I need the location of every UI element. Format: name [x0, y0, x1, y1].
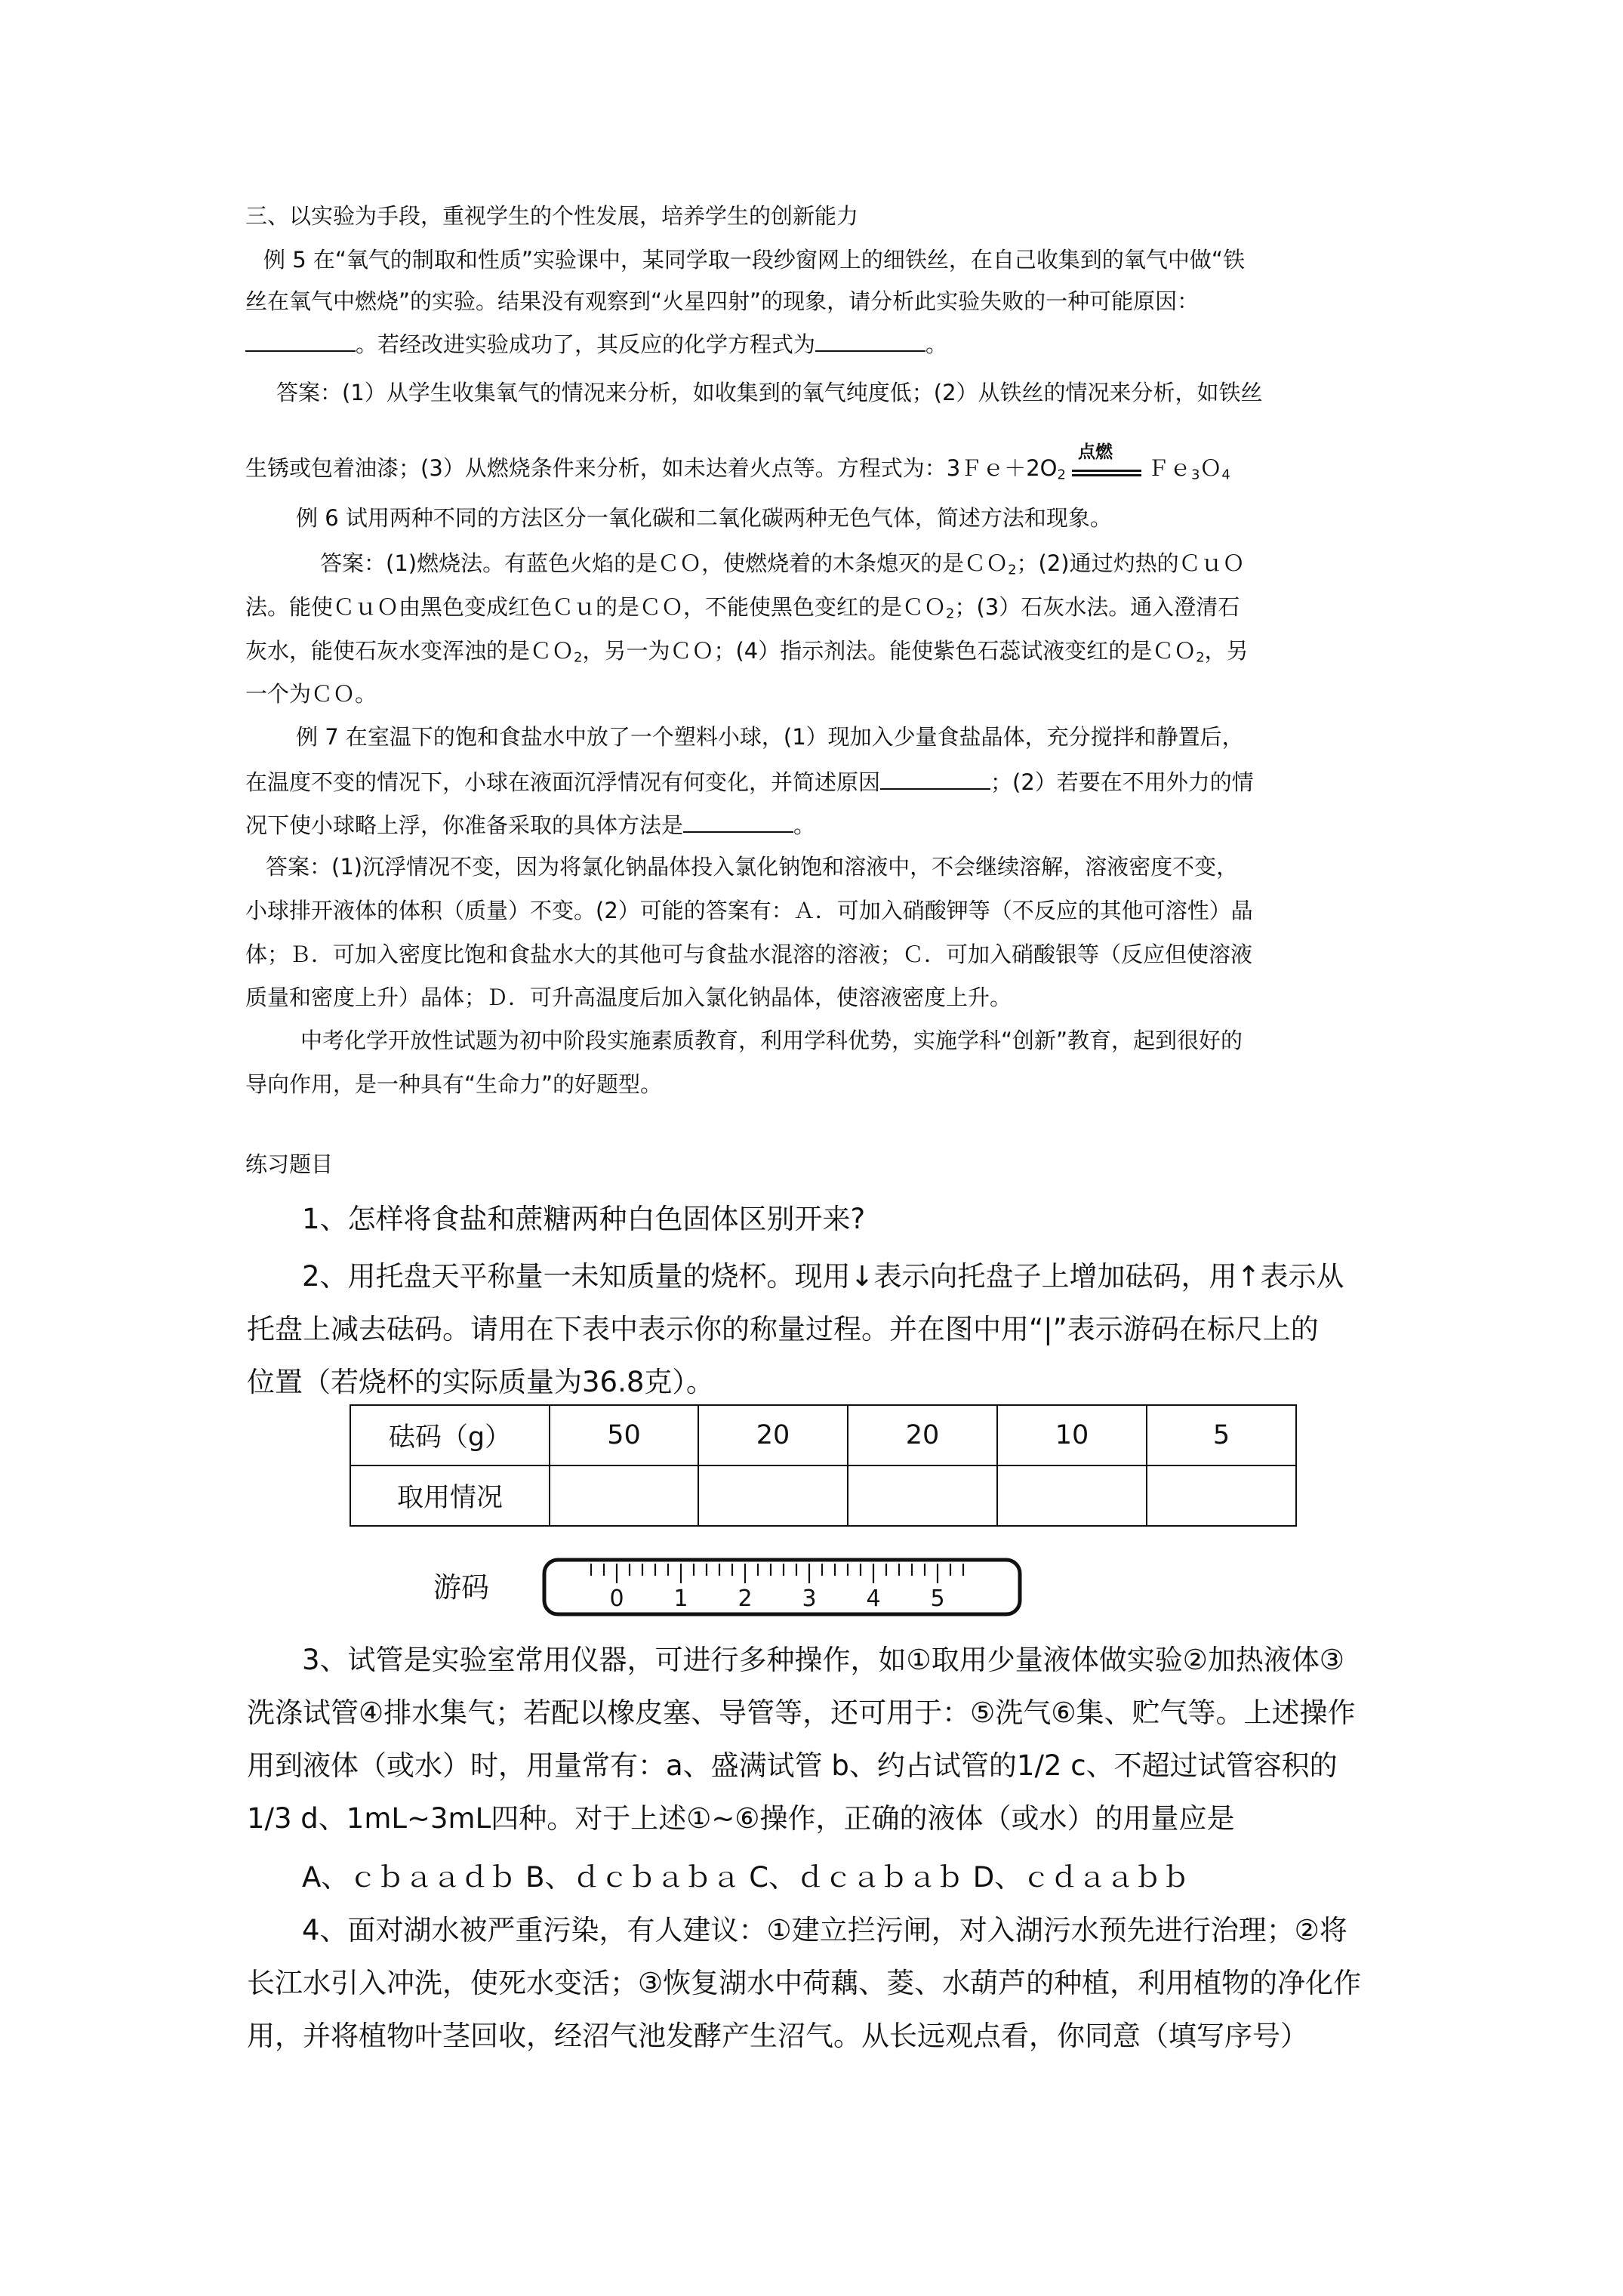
ruler-tick-label: 4	[866, 1586, 881, 1612]
table-cell: 50	[550, 1405, 698, 1465]
rider-ruler[interactable]	[542, 1558, 1022, 1616]
example6-answer-line4: 一个为ＣＯ。	[245, 681, 377, 707]
table-cell: 5	[1147, 1405, 1296, 1465]
practice-heading: 练习题目	[245, 1151, 334, 1177]
question3-line1: 3、试管是实验室常用仪器，可进行多种操作，如①取用少量液体做实验②加热液体③	[302, 1644, 1345, 1676]
table-header-cell: 取用情况	[350, 1465, 550, 1526]
example7-line2: 在温度不变的情况下，小球在液面沉浮情况有何变化，并简述原因 ；(2）若要在不用外力的情	[245, 769, 1254, 795]
answer-cell[interactable]	[550, 1465, 698, 1526]
example7-line1: 例 7 在室温下的饱和食盐水中放了一个塑料小球，(1）现加入少量食盐晶体，充分搅拌和静置后，	[296, 724, 1244, 750]
ruler-tick-label: 1	[673, 1586, 688, 1612]
table-cell: 10	[997, 1405, 1147, 1465]
question2-line2: 托盘上减去砝码。请用在下表中表示你的称量过程。并在图中用“|”表示游码在标尺上的	[247, 1313, 1319, 1345]
answer-blank	[683, 813, 793, 833]
example5-answer-line2: 生锈或包着油漆；(3）从燃烧条件来分析，如未达着火点等。方程式为：$3Fe+2O_2$ 点燃 Ｆｅ$_3$Ｏ$_4$	[245, 442, 1230, 483]
ruler-tick-label: 0	[609, 1586, 624, 1612]
question2-line1: 2、用托盘天平称量一未知质量的烧杯。现用↓表示向托盘子上增加砝码，用↑表示从	[302, 1260, 1344, 1293]
reaction-condition: 点燃	[1072, 450, 1141, 480]
table-row	[350, 1405, 1296, 1465]
example6-question: 例 6 试用两种不同的方法区分一氧化碳和二氧化碳两种无色气体，简述方法和现象。	[296, 505, 1112, 531]
table-header-cell: 砝码（g）	[350, 1405, 550, 1465]
answer-cell[interactable]	[848, 1465, 997, 1526]
weights-table	[350, 1404, 1297, 1527]
answer-blank	[815, 332, 925, 352]
answer-cell[interactable]	[698, 1465, 848, 1526]
question4-line1: 4、面对湖水被严重污染，有人建议：①建立拦污闸，对入湖污水预先进行治理；②将	[302, 1914, 1347, 1946]
question3-line4: 1/3 d、1mL~3mL四种。对于上述①~⑥操作，正确的液体（或水）的用量应是	[247, 1802, 1235, 1835]
answer-cell[interactable]	[1147, 1465, 1296, 1526]
answer-blank	[880, 770, 990, 790]
table-cell: 20	[848, 1405, 997, 1465]
example7-answer-line2: 小球排开液体的体积（质量）不变。(2）可能的答案有：Ａ．可加入硝酸钾等（不反应的其他可溶性）晶	[245, 898, 1253, 923]
question3-line3: 用到液体（或水）时，用量常有：a、盛满试管 b、约占试管的1/2 c、不超过试管容积的	[247, 1749, 1338, 1782]
example6-answer-line3: 灰水，能使石灰水变浑浊的是ＣＯ$_2$，另一为ＣＯ；(4）指示剂法。能使紫色石蕊试液变红的是ＣＯ$_2$，另	[245, 638, 1249, 666]
question2-line3: 位置（若烧杯的实际质量为36.8克）。	[247, 1366, 714, 1398]
example5-line2: 丝在氧气中燃烧”的实验。结果没有观察到“火星四射”的现象，请分析此实验失败的一种可能原因：	[245, 288, 1200, 314]
example5-line1: 例 5 在“氧气的制取和性质”实验课中，某同学取一段纱窗网上的细铁丝，在自己收集到的氧气中做“铁	[263, 247, 1245, 273]
section-heading: 三、以实验为手段，重视学生的个性发展，培养学生的创新能力	[245, 203, 859, 229]
question4-line2: 长江水引入冲洗，使死水变活；③恢复湖水中荷藕、菱、水葫芦的种植，利用植物的净化作	[247, 1967, 1362, 1999]
example6-answer-line1: 答案：(1)燃烧法。有蓝色火焰的是ＣＯ，使燃烧着的木条熄灭的是ＣＯ$_2$；(2)通过灼热的ＣｕＯ	[320, 550, 1245, 578]
question3-line2: 洗涤试管④排水集气；若配以橡皮塞、导管等，还可用于：⑤洗气⑥集、贮气等。上述操作	[247, 1697, 1356, 1729]
example5-answer-line1: 答案：(1）从学生收集氧气的情况来分析，如收集到的氧气纯度低；(2）从铁丝的情况来分析，如铁丝	[276, 380, 1263, 405]
summary-line1: 中考化学开放性试题为初中阶段实施素质教育，利用学科优势，实施学科“创新”教育，起到很好的	[300, 1028, 1243, 1053]
example7-answer-line3: 体；Ｂ．可加入密度比饱和食盐水大的其他可与食盐水混溶的溶液；Ｃ．可加入硝酸银等（反应但使溶液	[245, 942, 1253, 967]
ruler-tick-label: 5	[930, 1586, 945, 1612]
table-row	[350, 1465, 1296, 1526]
table-cell: 20	[698, 1405, 848, 1465]
summary-line2: 导向作用，是一种具有“生命力”的好题型。	[245, 1071, 663, 1097]
rider-label: 游码	[433, 1571, 489, 1604]
ruler-tick-label: 2	[738, 1586, 753, 1612]
ruler-graphic	[542, 1558, 1022, 1616]
example5-line3: 。若经改进实验成功了，其反应的化学方程式为 。	[245, 332, 947, 356]
example7-line3: 况下使小球略上浮，你准备采取的具体方法是 。	[245, 812, 816, 838]
example7-answer-line1: 答案：(1)沉浮情况不变，因为将氯化钠晶体投入氯化钠饱和溶液中，不会继续溶解，溶液密度不变，	[266, 854, 1239, 880]
question1: 1、怎样将食盐和蔗糖两种白色固体区别开来?	[302, 1203, 866, 1235]
answer-cell[interactable]	[997, 1465, 1147, 1526]
question3-options: A、ｃｂａａｄｂ B、ｄｃｂａｂａ C、ｄｃａｂａｂ D、ｃｄａａｂｂ	[302, 1861, 1190, 1894]
example6-answer-line2: 法。能使ＣｕＯ由黑色变成红色Ｃｕ的是ＣＯ，不能使黑色变红的是ＣＯ$_2$；(3）石灰水法。通入澄清石	[245, 594, 1240, 622]
ruler-tick-label: 3	[802, 1586, 817, 1612]
answer-blank	[245, 332, 356, 352]
example7-answer-line4: 质量和密度上升）晶体；Ｄ．可升高温度后加入氯化钠晶体，使溶液密度上升。	[245, 985, 1012, 1010]
question4-line3: 用，并将植物叶茎回收，经沼气池发酵产生沼气。从长远观点看，你同意（填写序号）	[247, 2020, 1308, 2052]
